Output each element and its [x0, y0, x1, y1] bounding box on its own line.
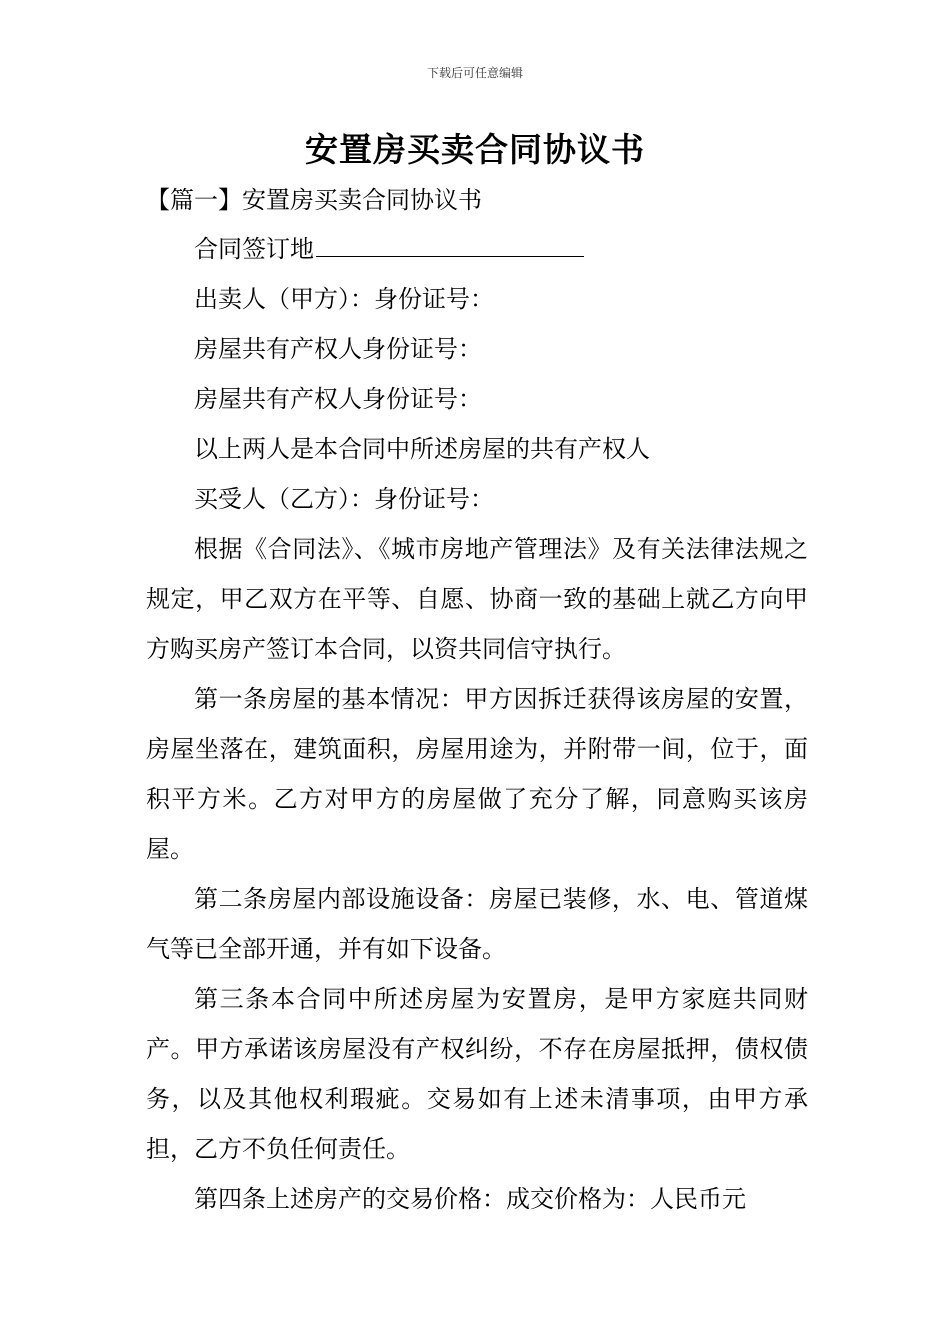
signing-place-blank [316, 230, 584, 257]
co-owner-line-2: 房屋共有产权人身份证号： [194, 385, 482, 413]
seller-line: 出卖人（甲方）：身份证号： [194, 285, 494, 313]
article-4: 第四条上述房产的交易价格：成交价格为：人民币元 [194, 1185, 746, 1213]
article-1: 第一条房屋的基本情况：甲方因拆迁获得该房屋的安置，房屋坐落在，建筑面积，房屋用途为，并附带一间，位于，面积平方米。乙方对甲方的房屋做了充分了解，同意购买该房屋。 [146, 685, 808, 863]
article-2: 第二条房屋内部设施设备：房屋已装修，水、电、管道煤气等已全部开通，并有如下设备。 [146, 885, 808, 963]
article-3: 第三条本合同中所述房屋为安置房，是甲方家庭共同财产。甲方承诺该房屋没有产权纠纷，不存在房屋抵押，债权债务，以及其他权利瑕疵。交易如有上述未清事项，由甲方承担，乙方不负任何责任。 [146, 985, 808, 1163]
co-owner-note: 以上两人是本合同中所述房屋的共有产权人 [194, 435, 650, 463]
contract-body [146, 224, 808, 1224]
document-title: 安置房买卖合同协议书 [305, 130, 645, 169]
buyer-line: 买受人（乙方）：身份证号： [194, 485, 494, 513]
co-owner-line-1: 房屋共有产权人身份证号： [194, 335, 482, 363]
page-header: 下载后可任意编辑 [426, 66, 523, 80]
section-heading: 【篇一】安置房买卖合同协议书 [146, 186, 482, 214]
signing-place-line [146, 224, 808, 274]
signing-place-label: 合同签订地 [194, 235, 314, 263]
preamble-paragraph: 根据《合同法》、《城市房地产管理法》及有关法律法规之规定，甲乙双方在平等、自愿、协商一致的基础上就乙方向甲方购买房产签订本合同，以资共同信守执行。 [146, 535, 808, 663]
